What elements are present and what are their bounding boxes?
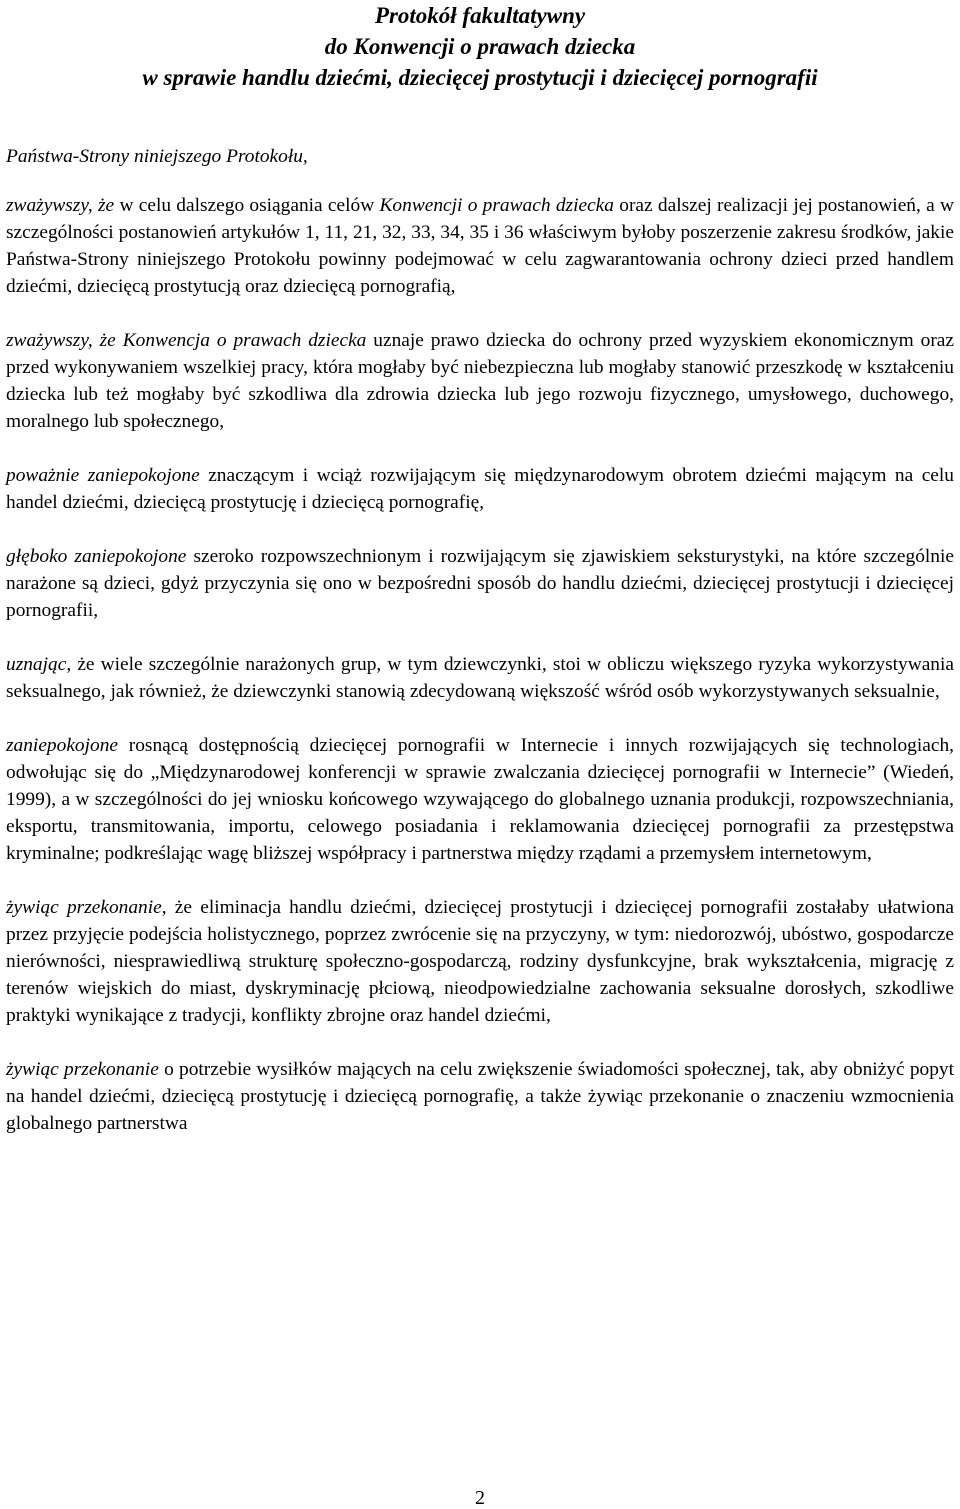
paragraph-text: w celu dalszego osiągania celów xyxy=(114,195,380,216)
page-number: 2 xyxy=(475,1487,485,1509)
preamble-paragraph-7 xyxy=(6,894,954,1029)
paragraph-lead: żywiąc przekonanie xyxy=(6,897,162,918)
paragraph-lead: zważywszy, że Konwencja o prawach dziecka xyxy=(6,330,367,351)
preamble-paragraph-6 xyxy=(6,732,954,867)
title-line-2: do Konwencji o prawach dziecka xyxy=(324,34,636,59)
paragraph-text: oraz dalszej realizacji jej postanowień, a w szczególności postanowień artykułów 1, 11, 21, 32, 33, 34, 35 i 36 właściwym byłoby poszerzenie zakresu środków, jakie Państwa-Strony niniejszego Protokołu powinny podejmować w celu zagwarantowania ochrony dzieci przed handlem dziećmi, dziecięcą prostytucją oraz dziecięcą pornografią, xyxy=(6,195,955,297)
paragraph-text: znaczącym i wciąż rozwijającym się międzynarodowym obrotem dziećmi mającym na celu handel dziećmi, dziecięcą prostytucję i dziecięcą pornografię, xyxy=(6,465,954,513)
paragraph-lead: głęboko zaniepokojone xyxy=(6,546,187,567)
preamble-intro: Państwa-Strony niniejszego Protokołu, xyxy=(6,146,308,167)
preamble-paragraph-1 xyxy=(6,192,954,300)
preamble-paragraph-2 xyxy=(6,327,954,435)
paragraph-lead: zważywszy, że xyxy=(6,195,115,216)
paragraph-lead: żywiąc przekonanie xyxy=(6,1059,159,1080)
preamble-paragraph-3 xyxy=(6,462,954,516)
paragraph-italic-reference: Konwencji o prawach dziecka xyxy=(379,195,614,216)
paragraph-text: szeroko rozpowszechnionym i rozwijającym się zjawiskiem seksturystyki, na które szczególnie narażone są dzieci, gdyż przyczynia się ono w bezpośredni sposób do handlu dziećmi, dziecięcej prostytucji i dziecięcej pornografii, xyxy=(6,546,954,621)
preamble-paragraph-5 xyxy=(6,651,954,705)
paragraph-text: o potrzebie wysiłków mających na celu zwiększenie świadomości społecznej, tak, aby obniżyć popyt na handel dziećmi, dziecięcą prostytucję i dziecięcą pornografię, a także żywiąc przekonanie o znaczeniu wzmocnienia globalnego partnerstwa xyxy=(6,1059,954,1134)
document-title xyxy=(6,0,954,93)
preamble-paragraph-4 xyxy=(6,543,954,624)
paragraph-text: uznaje prawo dziecka do ochrony przed wyzyskiem ekonomicznym oraz przed wykonywaniem wszelkiej pracy, która mogłaby być niebezpieczna lub mogłaby stanowić przeszkodę w kształceniu dziecka lub też mogłaby być szkodliwa dla zdrowia dziecka lub jego rozwoju fizycznego, umysłowego, duchowego, moralnego lub społecznego, xyxy=(6,330,954,432)
title-line-3: w sprawie handlu dziećmi, dziecięcej prostytucji i dziecięcej pornografii xyxy=(142,65,818,90)
preamble-paragraph-8 xyxy=(6,1056,954,1137)
paragraph-text: , że eliminacja handlu dziećmi, dziecięcej prostytucji i dziecięcej pornografii zostałaby ułatwiona przez przyjęcie podejścia holistycznego, poprzez zwrócenie się na przyczyny, w tym: niedorozwój, ubóstwo, gospodarcze nierówności, niesprawiedliwą strukturę społeczno-gospodarczą, rodziny dysfunkcyjne, brak wykształcenia, migrację z terenów wiejskich do miast, dyskryminację płciową, nieodpowiedzialne zachowania seksualne dorosłych, szkodliwe praktyki wynikające z tradycji, konflikty zbrojne oraz handel dziećmi, xyxy=(6,897,954,1026)
paragraph-text: , że wiele szczególnie narażonych grup, w tym dziewczynki, stoi w obliczu większego ryzyka wykorzystywania seksualnego, jak również, że dziewczynki stanowią zdecydowaną większość wśród osób wykorzystywanych seksualnie, xyxy=(6,654,954,702)
paragraph-lead: zaniepokojone xyxy=(6,735,119,756)
paragraph-lead: uznając xyxy=(6,654,67,675)
paragraph-lead: poważnie zaniepokojone xyxy=(6,465,200,486)
title-line-1: Protokół fakultatywny xyxy=(374,3,586,28)
document-page xyxy=(6,0,954,1137)
paragraph-text: rosnącą dostępnością dziecięcej pornografii w Internecie i innych rozwijających się technologiach, odwołując się do „Międzynarodowej konferencji w sprawie zwalczania dziecięcej pornografii w Internecie” (Wiedeń, 1999), a w szczególności do jej wniosku końcowego wzywającego do globalnego uznania produkcji, rozpowszechniania, eksportu, transmitowania, importu, celowego posiadania i reklamowania dziecięcej pornografii za przestępstwa kryminalne; podkreślając wagę bliższej współpracy i partnerstwa między rządami a przemysłem internetowym, xyxy=(6,735,954,864)
